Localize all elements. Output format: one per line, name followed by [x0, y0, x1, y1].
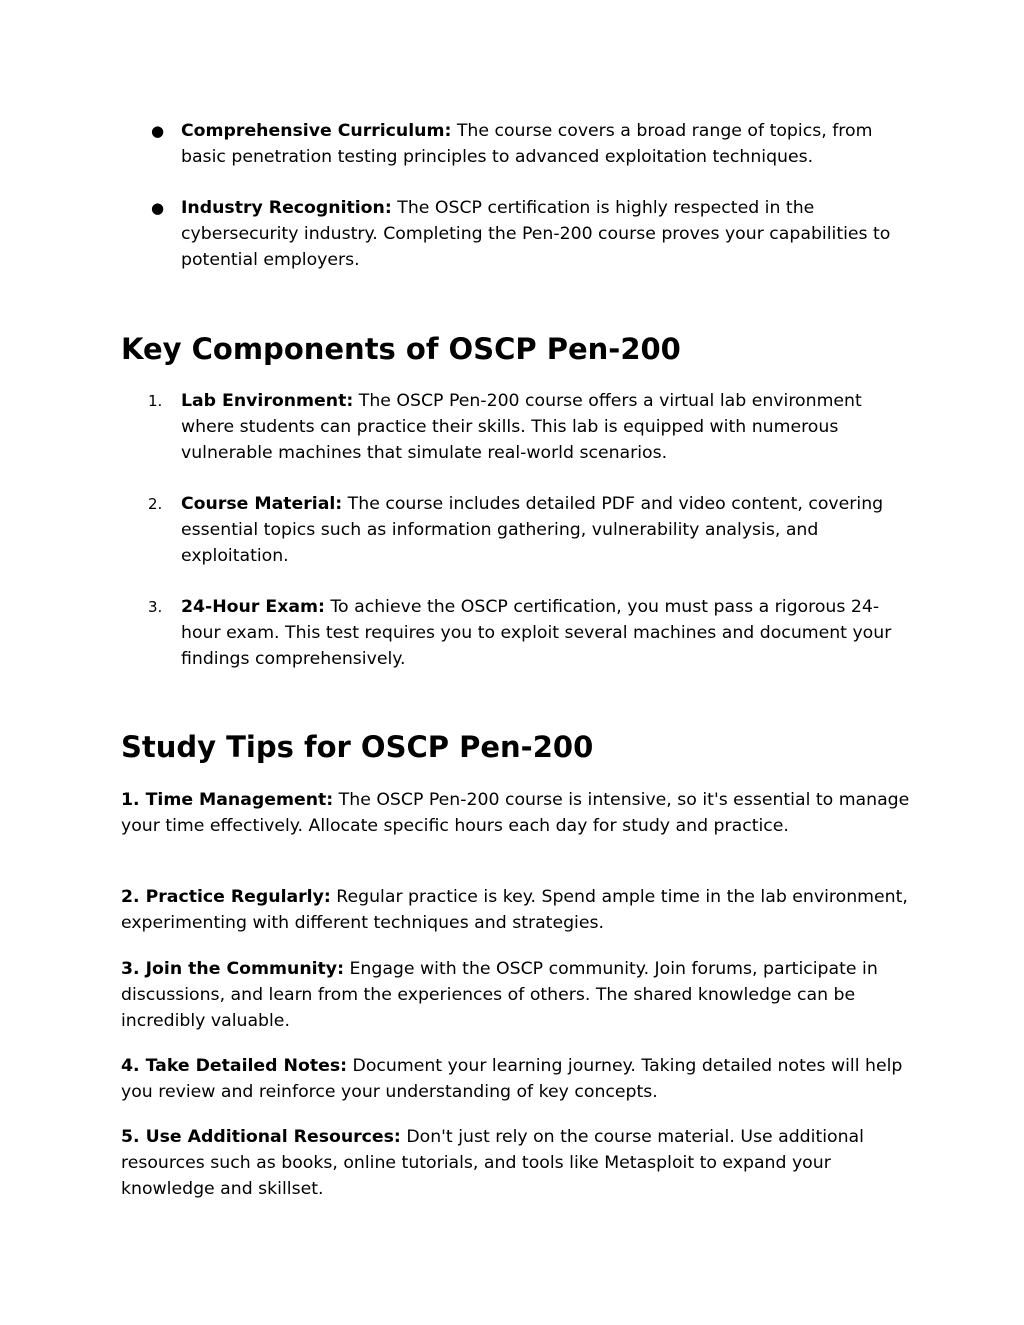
tip-title: 5. Use Additional Resources: — [121, 1127, 401, 1147]
study-tip — [121, 788, 911, 840]
numbered-item — [148, 492, 911, 570]
tip-text: Engage with the OSCP community. Join forums, participate in discussions, and learn from the experiences of others. The shared knowledge can be incredibly valuable. — [121, 959, 878, 1031]
tip-title: 3. Join the Community: — [121, 959, 344, 979]
item-title: Lab Environment: — [181, 391, 354, 411]
tip-text: Don't just rely on the course material. Use additional resources such as books, online tutorials, and tools like Metasploit to expand your knowledge and skillset. — [121, 1127, 864, 1199]
item-text: The OSCP Pen-200 course offers a virtual lab environment where students can practice their skills. This lab is equipped with numerous vulnerable machines that simulate real-world scenarios. — [181, 391, 862, 463]
item-title: Course Material: — [181, 494, 343, 514]
bullet-marker: ● — [151, 122, 165, 140]
item-text: The course includes detailed PDF and video content, covering essential topics such as information gathering, vulnerability analysis, and exploitation. — [181, 494, 884, 566]
bullet-item — [151, 196, 911, 274]
bullet-text: The OSCP certification is highly respected in the cybersecurity industry. Completing the Pen-200 course proves your capabilities to potential employers. — [181, 198, 891, 270]
bullet-marker: ● — [151, 199, 165, 217]
study-tip — [121, 1125, 911, 1203]
tip-text: Document your learning journey. Taking detailed notes will help you review and reinforce your understanding of key concepts. — [121, 1056, 903, 1102]
tip-text: The OSCP Pen-200 course is intensive, so it's essential to manage your time effectively. Allocate specific hours each day for study and practice. — [121, 790, 910, 836]
study-tip — [121, 885, 911, 937]
tip-title: 2. Practice Regularly: — [121, 887, 331, 907]
tip-title: 1. Time Management: — [121, 790, 334, 810]
study-tip — [121, 1054, 911, 1106]
bullet-title: Comprehensive Curriculum: — [181, 121, 452, 141]
section-heading: Study Tips for OSCP Pen-200 — [121, 730, 594, 764]
bullet-item — [151, 119, 911, 171]
bullet-text: The course covers a broad range of topics, from basic penetration testing principles to advanced exploitation techniques. — [181, 121, 873, 167]
tip-title: 4. Take Detailed Notes: — [121, 1056, 348, 1076]
numbered-item — [148, 595, 911, 673]
number-marker: 3. — [148, 598, 163, 616]
section-heading: Key Components of OSCP Pen-200 — [121, 332, 681, 366]
study-tip — [121, 957, 911, 1035]
numbered-item — [148, 389, 911, 467]
number-marker: 1. — [148, 392, 163, 410]
item-text: To achieve the OSCP certification, you must pass a rigorous 24-hour exam. This test requires you to exploit several machines and document your findings comprehensively. — [181, 597, 892, 669]
number-marker: 2. — [148, 495, 163, 513]
bullet-title: Industry Recognition: — [181, 198, 392, 218]
tip-text: Regular practice is key. Spend ample time in the lab environment, experimenting with different techniques and strategies. — [121, 887, 908, 933]
item-title: 24-Hour Exam: — [181, 597, 325, 617]
